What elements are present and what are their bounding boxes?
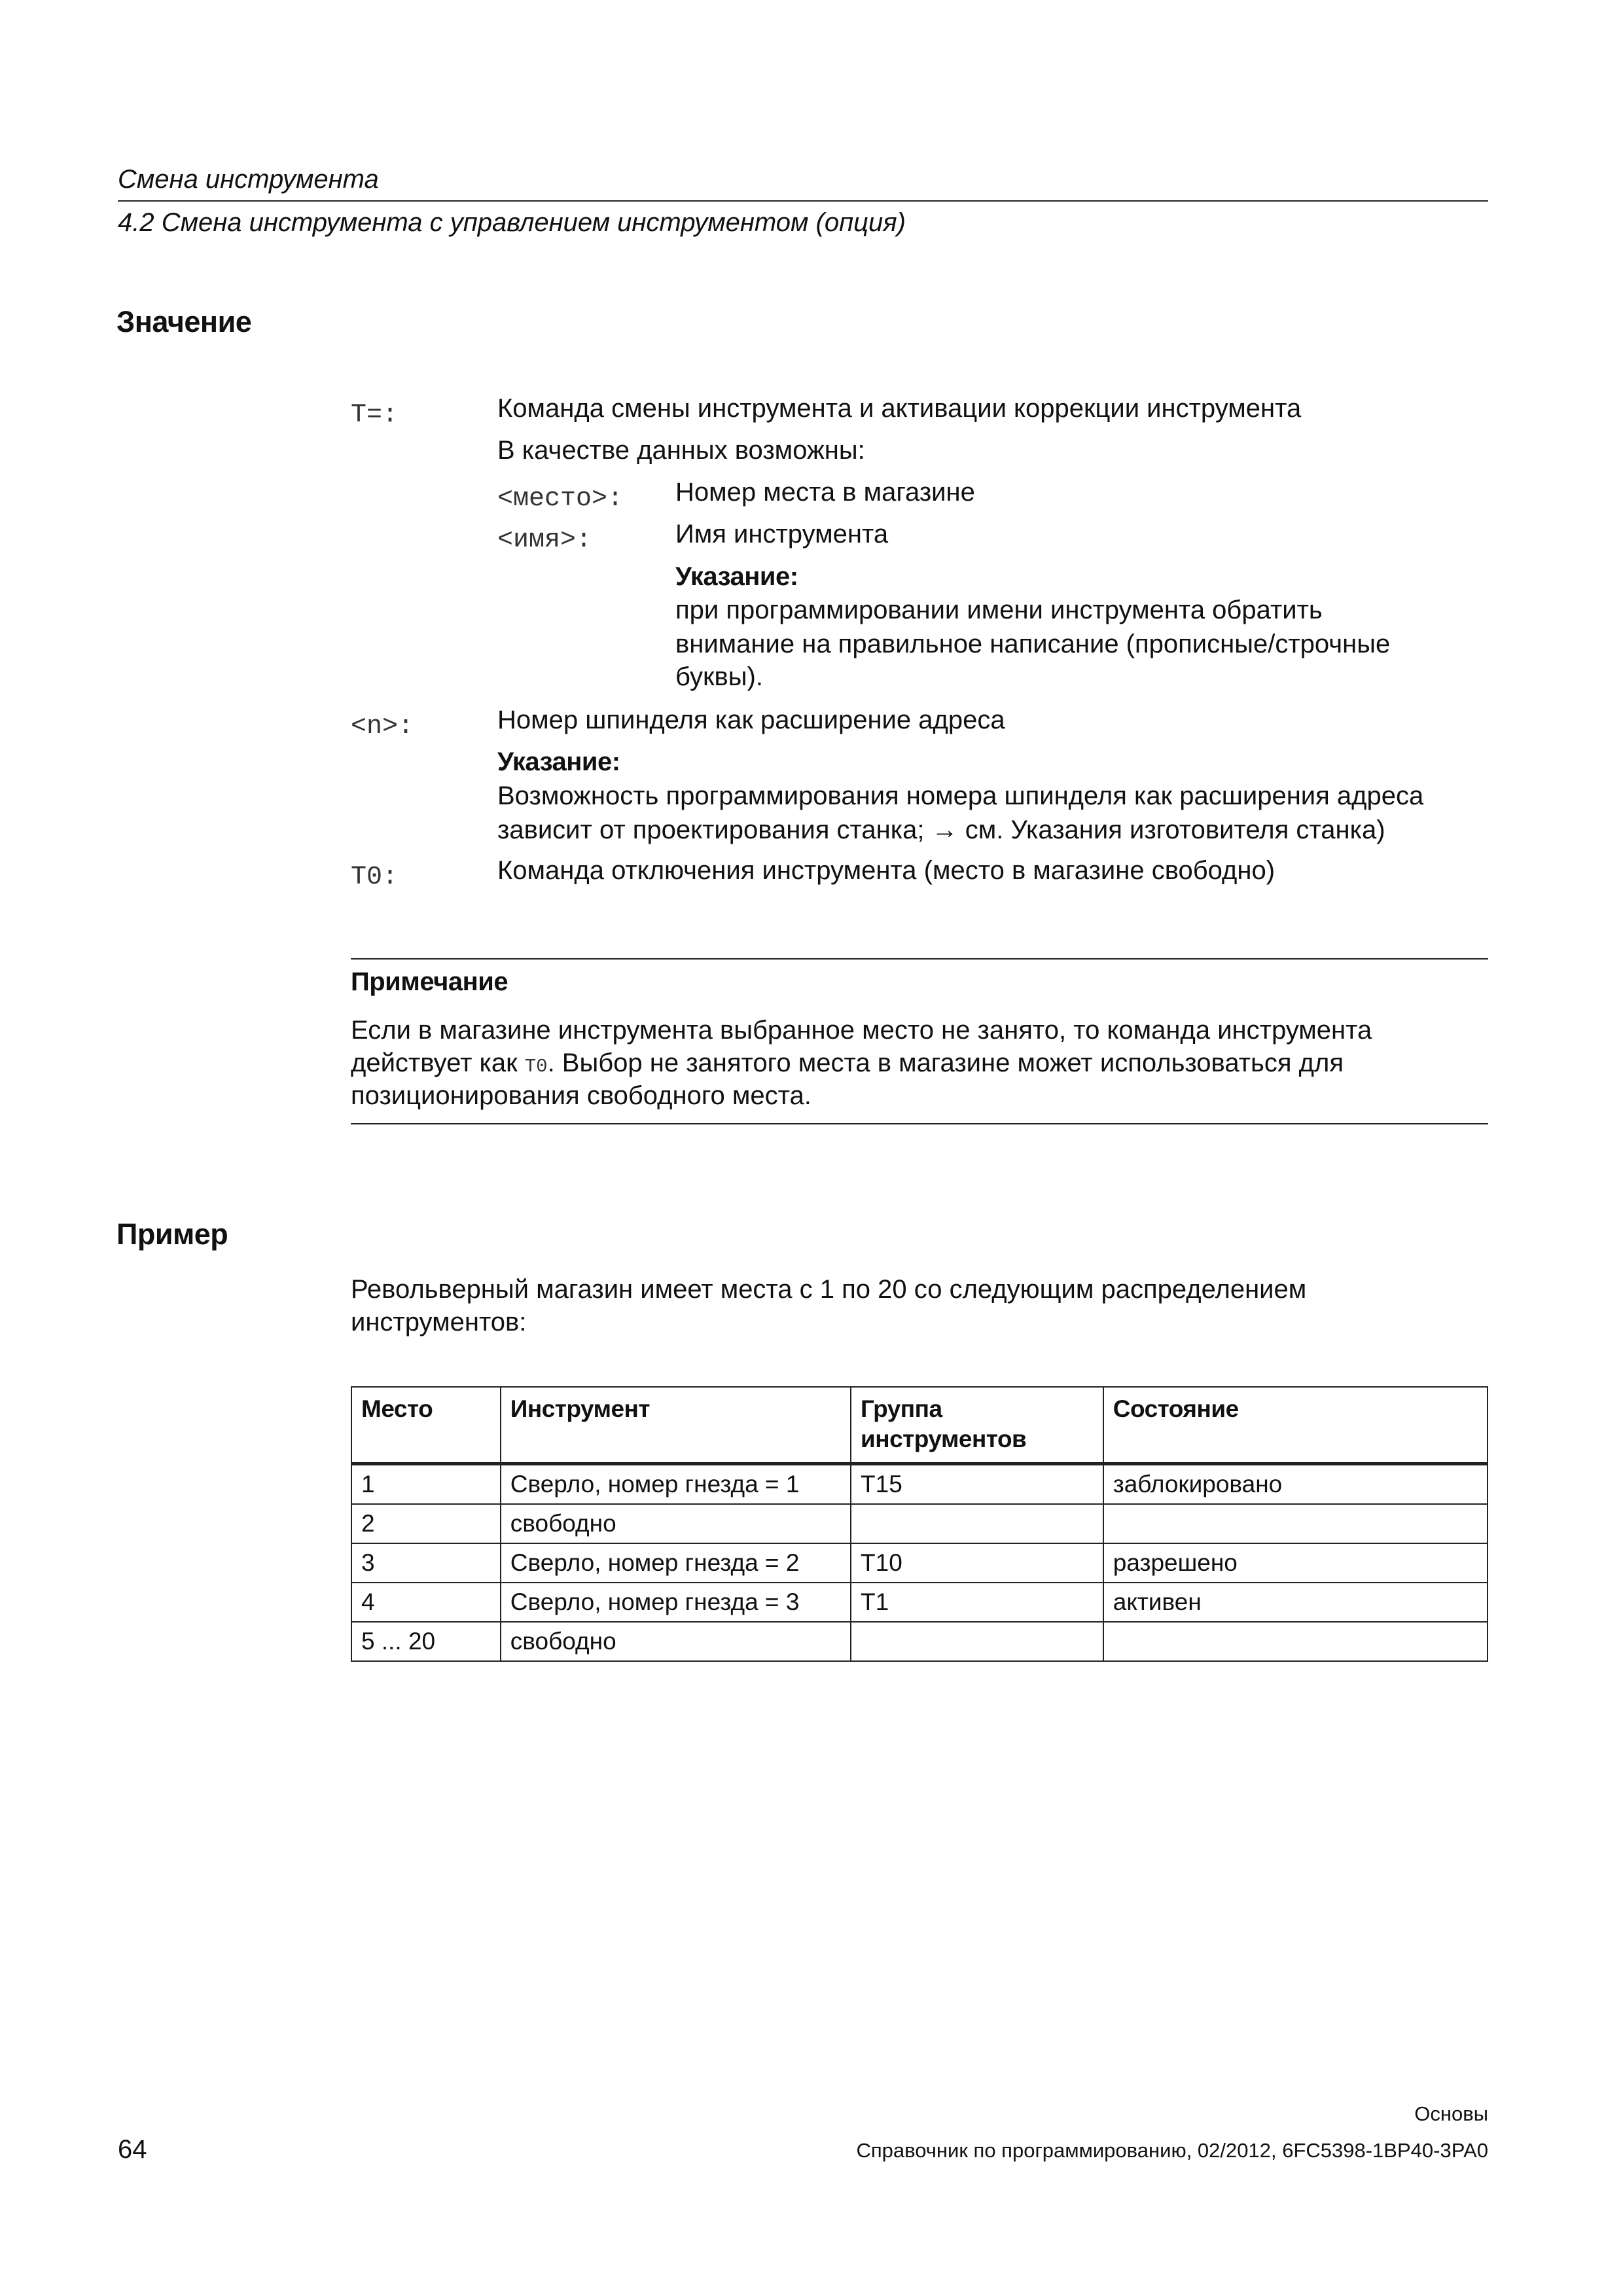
cell-group: T10 [851, 1543, 1103, 1583]
remark-line-2-post: . Выбор не занятого места в магазине может использоваться для [547, 1049, 1344, 1077]
note2-line-2: зависит от проектирования станка; → см. Указания изготовителя станка) [497, 816, 1385, 844]
desc-t0: Команда отключения инструмента (место в магазине свободно) [497, 856, 1275, 885]
cell-tool: свободно [501, 1622, 851, 1661]
example-intro-line-1: Револьверный магазин имеет места с 1 по 20 со следующим распределением [351, 1275, 1307, 1304]
note1-title: Указание: [675, 562, 798, 591]
header-rule [118, 200, 1488, 202]
cell-group: T15 [851, 1464, 1103, 1505]
footer-book-title: Основы [1414, 2102, 1488, 2125]
cell-state: заблокировано [1103, 1464, 1488, 1505]
cell-tool: Сверло, номер гнезда = 3 [501, 1583, 851, 1622]
cell-place: 4 [351, 1583, 501, 1622]
note1-line-2: внимание на правильное написание (прописные/строчные [675, 630, 1391, 658]
cell-group: T1 [851, 1583, 1103, 1622]
key-t: T=: [351, 401, 399, 430]
remark-top-rule [351, 958, 1488, 960]
note2-line-1: Возможность программирования номера шпинделя как расширения адреса [497, 781, 1424, 810]
table-header-row [351, 1387, 1488, 1464]
cell-place: 2 [351, 1504, 501, 1543]
key-t0: T0: [351, 863, 399, 892]
remark-bottom-rule [351, 1123, 1488, 1124]
cell-state [1103, 1504, 1488, 1543]
key-place: <место>: [497, 484, 624, 514]
table-row [351, 1464, 1488, 1505]
heading-meaning: Значение [116, 305, 252, 338]
cell-place: 1 [351, 1464, 501, 1505]
cell-state: разрешено [1103, 1543, 1488, 1583]
column-header-state: Состояние [1103, 1387, 1488, 1464]
cell-group [851, 1504, 1103, 1543]
note2-title: Указание: [497, 747, 620, 776]
table-row [351, 1504, 1488, 1543]
page-number: 64 [118, 2135, 147, 2164]
note1-line-3: буквы). [675, 662, 763, 691]
column-header-tool: Инструмент [501, 1387, 851, 1464]
remark-line-2-pre: действует как [351, 1049, 525, 1077]
example-intro-line-2: инструментов: [351, 1308, 527, 1336]
table-row [351, 1543, 1488, 1583]
cell-tool: Сверло, номер гнезда = 1 [501, 1464, 851, 1505]
cell-place: 5 ... 20 [351, 1622, 501, 1661]
note1-line-1: при программировании имени инструмента обратить [675, 596, 1323, 624]
desc-n: Номер шпинделя как расширение адреса [497, 706, 1005, 734]
remark-title: Примечание [351, 967, 508, 996]
remark-line-1: Если в магазине инструмента выбранное место не занято, то команда инструмента [351, 1016, 1372, 1045]
cell-group [851, 1622, 1103, 1661]
running-header-section: 4.2 Смена инструмента с управлением инструментом (опция) [118, 208, 906, 237]
key-n: <n>: [351, 712, 414, 742]
column-header-place: Место [351, 1387, 501, 1464]
tool-assignment-table [351, 1386, 1488, 1662]
desc-place: Номер места в магазине [675, 478, 975, 507]
table-row [351, 1622, 1488, 1661]
remark-code-t0: T0 [524, 1056, 548, 1077]
running-header-chapter: Смена инструмента [118, 165, 379, 194]
desc-t: Команда смены инструмента и активации коррекции инструмента [497, 394, 1302, 423]
cell-state: активен [1103, 1583, 1488, 1622]
cell-state [1103, 1622, 1488, 1661]
cell-tool: Сверло, номер гнезда = 2 [501, 1543, 851, 1583]
heading-example: Пример [116, 1217, 228, 1251]
desc-name: Имя инструмента [675, 520, 889, 548]
table-row [351, 1583, 1488, 1622]
data-possible: В качестве данных возможны: [497, 436, 865, 465]
key-name: <имя>: [497, 526, 592, 555]
cell-tool: свободно [501, 1504, 851, 1543]
footer-reference: Справочник по программированию, 02/2012, 6FC5398-1BP40-3PA0 [856, 2139, 1488, 2162]
cell-place: 3 [351, 1543, 501, 1583]
column-header-group: Группа инструментов [851, 1387, 1103, 1464]
remark-line-3: позиционирования свободного места. [351, 1081, 812, 1110]
